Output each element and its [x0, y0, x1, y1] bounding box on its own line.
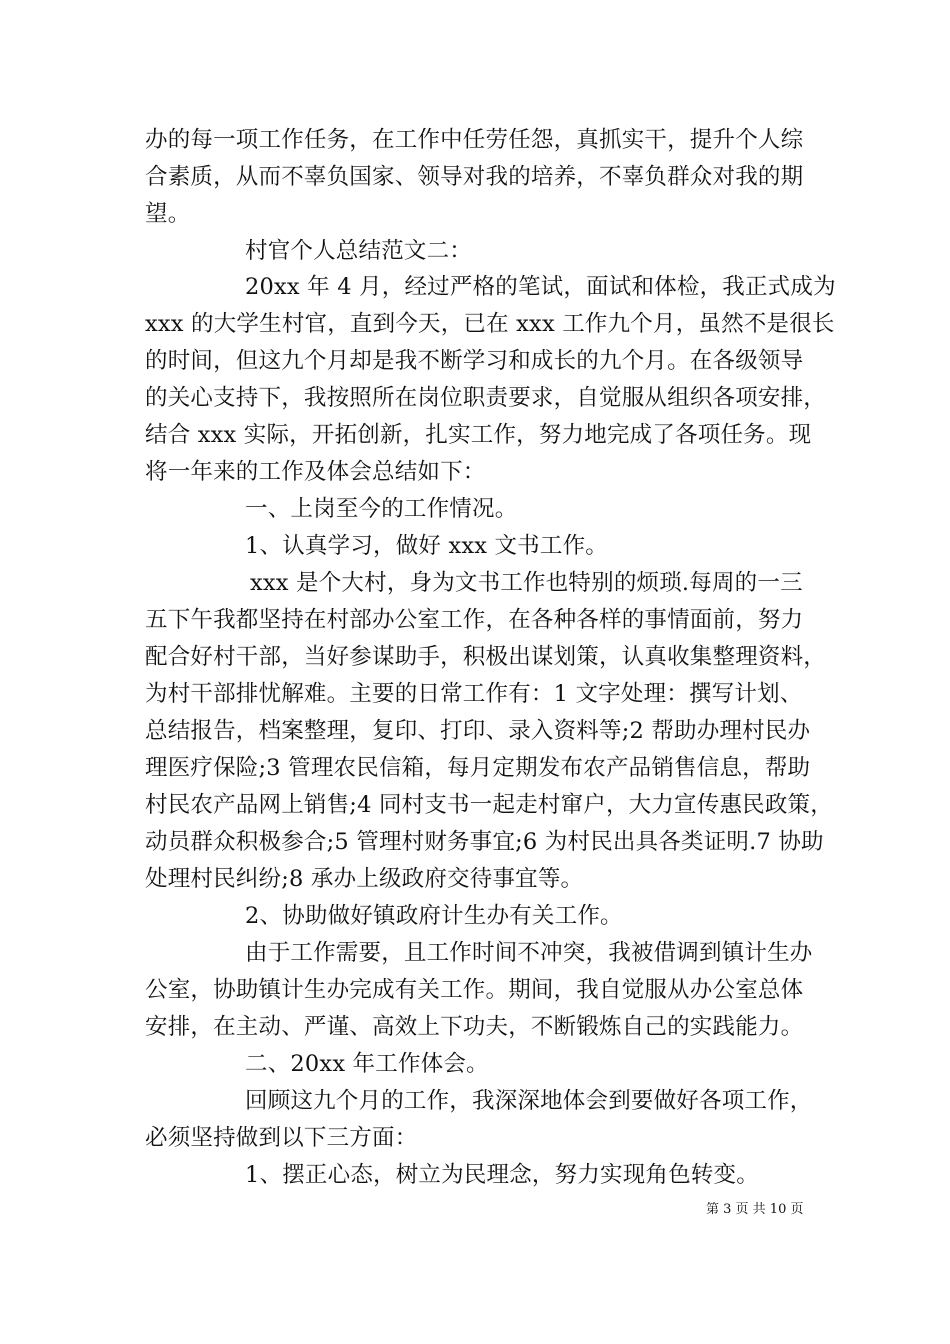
paragraph-line: 理医疗保险;3 管理农民信箱，每月定期发布农产品销售信息，帮助 — [145, 755, 811, 781]
paragraph-line: 将一年来的工作及体会总结如下： — [145, 459, 486, 485]
paragraph-line: 配合好村干部，当好参谋助手，积极出谋划策，认真收集整理资料， — [145, 644, 827, 670]
section-heading: 一、上岗至今的工作情况。 — [245, 496, 518, 522]
paragraph-line: xxx 是个大村，身为文书工作也特别的烦琐.每周的一三 — [250, 570, 803, 596]
paragraph-line: 安排，在主动、严谨、高效上下功夫，不断锻炼自己的实践能力。 — [145, 1014, 804, 1040]
subsection-heading: 1、摆正心态，树立为民理念，努力实现角色转变。 — [245, 1162, 759, 1188]
paragraph-line: 公室，协助镇计生办完成有关工作。期间，我自觉服从办公室总体 — [145, 977, 804, 1003]
paragraph-line: 村民农产品网上销售;4 同村支书一起走村窜户，大力宣传惠民政策， — [145, 792, 833, 818]
paragraph-line: 办的每一项工作任务，在工作中任劳任怨，真抓实干，提升个人综 — [145, 127, 804, 153]
paragraph-line: 的时间，但这九个月却是我不断学习和成长的九个月。在各级领导 — [145, 348, 804, 374]
paragraph-line: 望。 — [145, 201, 191, 227]
page-number-footer: 第 3 页 共 10 页 — [706, 1202, 804, 1217]
paragraph-line: xxx 的大学生村官，直到今天，已在 xxx 工作九个月，虽然不是很长 — [145, 311, 835, 337]
paragraph-line: 合素质，从而不辜负国家、领导对我的培养，不辜负群众对我的期 — [145, 164, 804, 190]
subsection-heading: 1、认真学习，做好 xxx 文书工作。 — [245, 533, 608, 559]
paragraph-line: 回顾这九个月的工作，我深深地体会到要做好各项工作， — [245, 1088, 813, 1114]
paragraph-line: 必须坚持做到以下三方面： — [145, 1125, 418, 1151]
paragraph-line: 五下午我都坚持在村部办公室工作，在各种各样的事情面前，努力 — [145, 607, 804, 633]
paragraph-line: 总结报告，档案整理，复印、打印、录入资料等;2 帮助办理村民办 — [145, 718, 811, 744]
paragraph-line: 结合 xxx 实际，开拓创新，扎实工作，努力地完成了各项任务。现 — [145, 422, 812, 448]
paragraph-line: 的关心支持下，我按照所在岗位职责要求，自觉服从组织各项安排， — [145, 385, 827, 411]
paragraph-line: 动员群众积极参合;5 管理村财务事宜;6 为村民出具各类证明.7 协助 — [145, 829, 824, 855]
paragraph-line: 由于工作需要，且工作时间不冲突，我被借调到镇计生办 — [245, 940, 813, 966]
paragraph-line: 为村干部排忧解难。主要的日常工作有：1 文字处理：撰写计划、 — [145, 681, 803, 707]
section-heading: 村官个人总结范文二： — [245, 238, 473, 264]
paragraph-line: 处理村民纠纷;8 承办上级政府交待事宜等。 — [145, 866, 584, 892]
section-heading: 二、20xx 年工作体会。 — [245, 1051, 489, 1077]
subsection-heading: 2、协助做好镇政府计生办有关工作。 — [245, 903, 623, 929]
paragraph-line: 20xx 年 4 月，经过严格的笔试，面试和体检，我正式成为 — [245, 274, 836, 300]
